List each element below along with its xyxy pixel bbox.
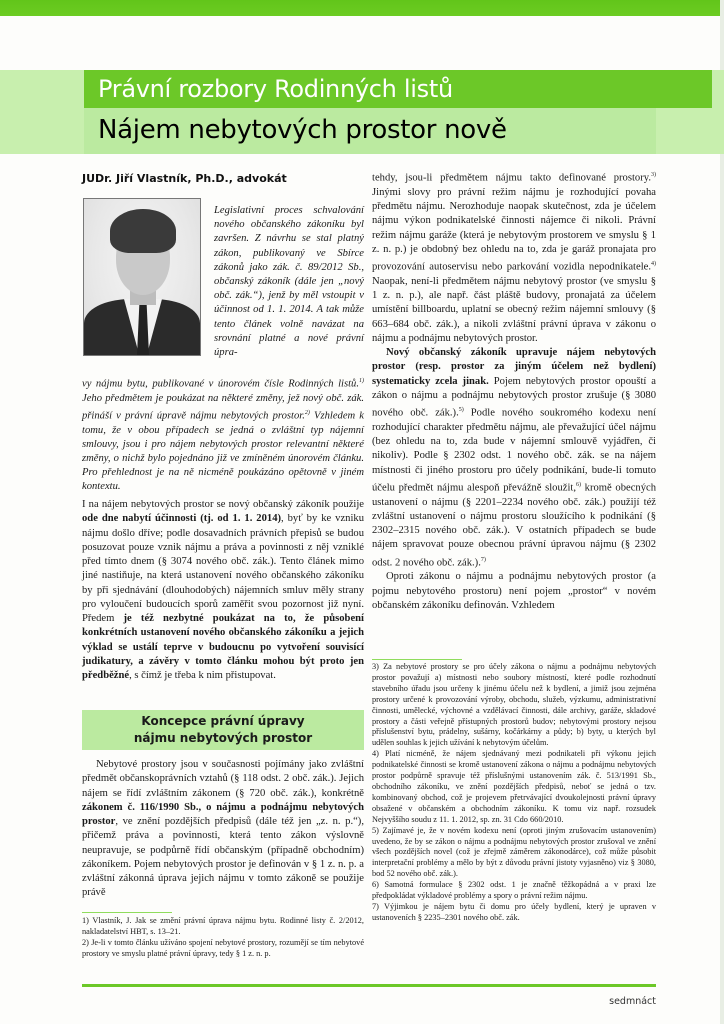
text-run: I na nájem nebytových prostor se nový občanský zákoník použije <box>82 499 364 510</box>
bottom-color-rule <box>82 984 656 987</box>
lead-paragraph-intro: Legislativní proces schvalování nového občanského zákoníku byl završen. Z návrhu se stal platný zákon, publikovaný ve Sbírce zákonů jako zák. č. 89/2012 Sb., občanský zákoník (dále jen „nový obč. zák.“), jenž by měl vstoupit v účinnost od 1. 1. 2014. A tak může tento článek volně navázat na srovnání platné a nové právní úpra- <box>214 205 364 359</box>
emphasized-text: je též nezbytné poukázat na to, že působení konkrétních ustanovení nového občanského zákoníku a jejich výklad se ustálí teprve v budoucnu po vytvoření souvisící judikatury, a závěry v tomto článku mohou být proto jen předběžné <box>82 613 364 681</box>
text-run: Nebytové prostory jsou v současnosti pojímány jako zvláštní předmět občanskoprávních vztahů (§ 118 odst. 2 obč. zák.). Jejich nájem se řídí zvláštním zákonem (§ 720 obč. zák.), konkrétně <box>82 759 364 799</box>
text-run: kromě obecných ustanovení o nájmu (§ 2201–2234 nového obč. zák.) použijí též zvláštní ustanovení o nájmu prostoru sloužícího k podnikání (§ 2302–2315 nového obč. zák.). V ostatních případech se bude nájem spravovat pouze obecnou právní úpravou nájmu (§ 2302 odst. 2 nového obč. zák.). <box>372 482 657 569</box>
footnote-divider <box>82 912 172 913</box>
footnote-ref: 6) <box>576 481 581 488</box>
body-section-right <box>372 168 656 613</box>
footnotes-right <box>372 662 656 924</box>
text-run: , s čímž je třeba k nim přistupovat. <box>129 670 276 681</box>
footnote-ref: 2) <box>304 409 310 416</box>
section-heading-line: Koncepce právní úpravy <box>141 714 305 728</box>
text-run: Podle nového soukromého kodexu není rozhodující charakter předmětu nájmu, ale převažující účel nájmu (bez ohledu na to, zda bude v nájemní smlouvě vyjádřen, či nikoliv). Podle § 2302 odst. 1 nového obč. zák. se na nájem místnosti či jiného prostoru pro účely podnikání, bude-li tomuto účelu předmět nájmu alespoň převážně sloužit, <box>372 407 657 494</box>
footnote-ref: 1) <box>359 378 364 384</box>
series-title: Právní rozbory Rodinných listů <box>84 70 712 108</box>
footnote-ref: 4) <box>651 261 656 268</box>
top-color-bar <box>0 0 724 16</box>
text-run: Naopak, není-li předmětem nájmu nebytový prostor (ve smyslu § 1 z. n. p.), ale např. část pláště budovy, pronajatá za účelem umístění billboardu, uplatní se obecný režim nájemní smlouvy (§ 663–684 obč. zák.), a nikoli zvláštní právní úprava v zákonu o nájmu a podnájmu nebytových prostor. <box>372 275 656 344</box>
text-run: Pojem nebytových prostor opouští a zákon o nájmu a podnájmu nebytových prostor zrušuje (§ 3080 nového obč. zák.). <box>372 375 656 419</box>
text-run: Jinými slovy pro právní režim nájmu je rozhodující povaha předmětu nájmu. Nerozhoduje naopak skutečnost, zda je účelem nájmu výkon podnikatelské činnosti nájemce či nikoli. Právní režim nájmu garáže (která je nebytovým prostorem ve smyslu § 1 z. n. p.) je obdobný bez ohledu na to, zda je garáž pronajata pro provozování autoservisu nebo parkování vozidla nepodnikatele. <box>372 186 656 273</box>
text-run: , ve znění pozdějších předpisů (dále též jen „z. n. p.“), přičemž práva a povinnosti, která tento zákon výslovně neupravuje, se podpůrně řídí občanským (případně obchodním) zákoníkem. Pojem nebytových prostor je definován v § 1 z. n. p. a zvláštní zákonná úprava jejich nájmu v tomto zákoně se použije právě <box>82 816 364 899</box>
emphasized-text: ode dne nabytí účinnosti (tj. od 1. 1. 2014) <box>82 513 282 525</box>
lead-text: Jeho předmětem je poukázat na některé změny, jež nový obč. zák. přináší v právní úpravě nájmu nebytových prostor. <box>82 392 364 422</box>
author-byline: JUDr. Jiří Vlastník, Ph.D., advokát <box>82 172 287 185</box>
article-title: Nájem nebytových prostor nově <box>84 108 656 154</box>
footnote: 7) Výjimkou je nájem bytu či domu pro účely bydlení, který je upraven v ustanoveních § 2235–2301 nového obč. zák. <box>372 901 656 922</box>
footnote-divider <box>372 659 462 660</box>
page-number: sedmnáct <box>609 996 656 1007</box>
footnote-ref: 5) <box>458 407 464 414</box>
body-paragraph <box>82 758 364 901</box>
body-section-left <box>82 758 364 901</box>
footnote: 6) Samotná formulace § 2302 odst. 1 je značně těžkopádná a v praxi lze předpokládat výkladové problémy a spory o právní režim nájmu. <box>372 880 656 901</box>
footnote: 2) Je-li v tomto článku užíváno spojení nebytové prostory, rozumějí se tím nebytové prostory ve smyslu platné právní úpravy, tedy § 1 z. n. p. <box>82 937 364 958</box>
footnotes-left <box>82 916 364 960</box>
body-paragraph <box>82 498 364 683</box>
lead-paragraph-continued <box>82 374 364 495</box>
footnote: 5) Zajímavé je, že v novém kodexu není (oproti jiným zrušovacím ustanovením) uvedeno, že by se zákon o nájmu a podnájmu nebytových prostor zrušoval ve znění všech pozdějších novel (což je zřejmě záměrem zákonodárce), což může působit interpretační problémy a mělo by být z důvodu právní jistoty vyjasněno) viz § 3080, bod 52 nového obč. zák.). <box>372 825 656 879</box>
emphasized-text: Nový občanský zákoník upravuje nájem nebytových prostor (resp. prostor za jiným účelem než bydlení) systematicky zcela jinak. <box>372 347 656 387</box>
footnote-ref: 7) <box>480 556 486 563</box>
footnote: 3) Za nebytové prostory se pro účely zákona o nájmu a podnájmu nebytových prostor považují a) místnosti nebo soubory místností, které podle rozhodnutí stavebního úřadu jsou určeny k jinému účelu než k bydlení, a jimiž jsou zejména prostory určené k provozování výroby, obchodu, služeb, výzkumu, administrativní činnosti, umělecké, výchovné a vzdělávací činnosti, dále archivy, garáže, skladové prostory a části veřejně přístupných prostorů budov; nebytovými prostory nejsou příslušenství bytu, prádelny, sušárny, kočárkárny a půdy; b) byty, u kterých byl udělen souhlas k jejich užívání k nebytovým účelům. <box>372 662 656 748</box>
author-photo <box>83 198 201 356</box>
body-paragraph <box>372 168 656 346</box>
footnote-ref: 3) <box>651 172 656 178</box>
body-paragraph <box>372 346 656 570</box>
text-run: Oproti zákonu o nájmu a podnájmu nebytových prostor (a pojmu nebytového prostoru) není pojem „prostor“ v novém občanském zákoníku definován. Vzhledem <box>372 571 656 611</box>
footnote: 4) Platí nicméně, že nájem sjednávaný mezi podnikateli při výkonu jejich podnikatelské činnosti se kromě ustanovení zákona o nájmu a podnájmu nebytových prostor podpůrně spravuje též příslušnými ustanovením zák. č. 513/1991 Sb., obchodního zákoníku, ve znění pozdějších předpisů, neboť se jedná o tzv. kombinovaný obchod, což je projevem přetrvávající dvoukolejnosti právní úpravy obsažené v občanském a obchodním zákoníku. K tomu viz např. rozsudek Nejvyššího soudu z 11. 1. 2012, sp. zn. 31 Cdo 660/2010. <box>372 749 656 824</box>
body-paragraph <box>372 570 656 613</box>
text-run: , byť by ke vzniku nájmu došlo dříve; podle dosavadních právních přepisů se budou posuzovat pouze vznik nájmu a práva a povinnosti z něj vzniklé před tímto dnem (§ 3074 nového obč. zák.). Tento článek mimo jiné nastiňuje, na která ustanovení nového občanského zákoníku by při sjednávání (dlouhodobých) nájemních smluv měly strany pro vyloučení budoucích sporů zaměřit svou pozornost již nyní. Předem <box>82 513 364 624</box>
text-run: tehdy, jsou-li předmětem nájmu takto definované prostory. <box>372 172 651 184</box>
footnote: 1) Vlastník, J. Jak se změní právní úprava nájmu bytu. Rodinné listy č. 2/2012, nakladatelství HBT, s. 13–21. <box>82 916 364 936</box>
section-heading-line: nájmu nebytových prostor <box>133 731 313 745</box>
lead-text: Vzhledem k tomu, že v obou případech se jedná o zvláštní typ nájemní smlouvy, jsou i pro nájem nebytových prostor relevantní některé změny, o nichž bylo pojednáno již ve zmíněném únorovém článku. Pro přehlednost je na ně nicméně poukázáno opětovně v jiném kontextu. <box>82 410 365 493</box>
emphasized-text: zákonem č. 116/1990 Sb., o nájmu a podnájmu nebytových prostor <box>82 801 364 827</box>
lead-text: vy nájmu bytu, publikované v únorovém čísle Rodinných listů. <box>82 378 359 390</box>
section-heading <box>82 710 364 750</box>
